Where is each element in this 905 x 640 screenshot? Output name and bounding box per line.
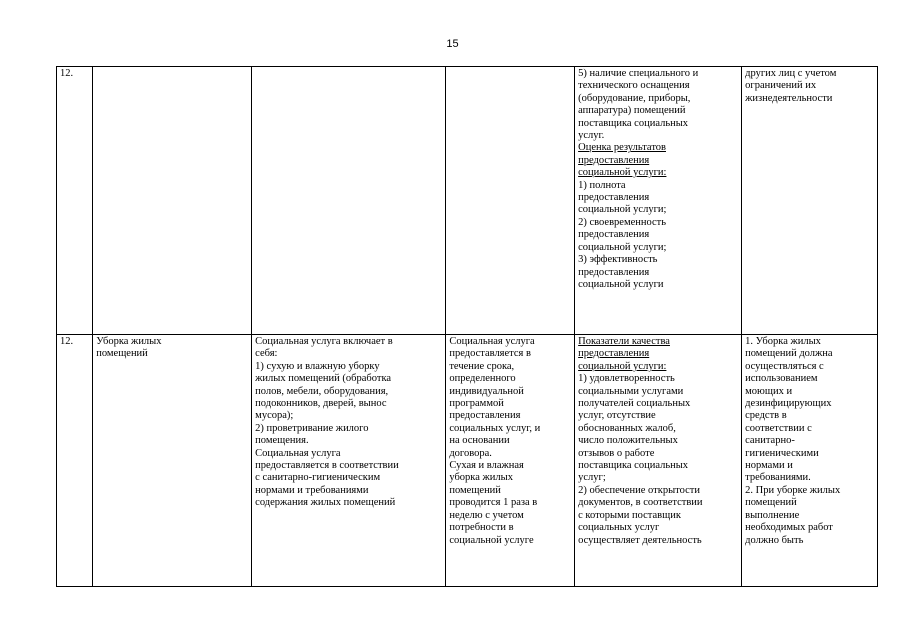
text-line: гигиеническими (745, 447, 819, 459)
text-line: использованием (745, 373, 818, 385)
page-number: 15 (446, 38, 459, 50)
text-line: Социальная услуга включает в (255, 336, 393, 347)
text-line: помещения. (255, 435, 309, 447)
text-line: помещений должна (745, 348, 833, 360)
text-line: предоставляется в (449, 348, 531, 360)
service-name-line: помещений (96, 348, 148, 360)
cell-service-name (93, 67, 252, 335)
text-line: ограничений их (745, 80, 817, 92)
text-line: предоставления (578, 266, 650, 278)
text-line: средств в (745, 410, 787, 422)
text-line: себя: (255, 348, 278, 360)
cell-number: 12. (57, 67, 93, 335)
text-line: 2) проветривание жилого (255, 422, 369, 434)
text-line: предоставляется в соответствии (255, 460, 399, 472)
text-line: социальной услуги; (578, 241, 667, 253)
text-line: договора. (449, 447, 492, 459)
service-name-line: Уборка жилых (96, 336, 162, 347)
text-line: 2) обеспечение открытости (578, 484, 700, 496)
quality-heading: предоставления (578, 348, 650, 360)
text-line: соответствии с (745, 422, 812, 434)
text-line: нормами и (745, 460, 793, 472)
table-row-cleaning (57, 335, 878, 587)
text-line: 2) своевременность (578, 216, 667, 228)
text-line: содержания жилых помещений (255, 497, 396, 509)
text-line: других лиц с учетом (745, 68, 837, 79)
text-line: санитарно- (745, 435, 795, 447)
text-line: услуг; (578, 472, 606, 484)
evaluation-heading: предоставления (578, 154, 650, 166)
cell-conditions (742, 335, 878, 587)
text-line: выполнение (745, 509, 800, 521)
text-line: требованиями. (745, 472, 811, 484)
text-line: потребности в (449, 522, 514, 534)
text-line: на основании (449, 435, 510, 447)
text-line: с санитарно-гигиеническим (255, 472, 381, 484)
text-line: необходимых работ (745, 522, 833, 534)
text-line: подоконников, дверей, вынос (255, 398, 387, 410)
text-line: социальных услуг, и (449, 422, 541, 434)
text-line: жилых помещений (обработка (255, 373, 392, 385)
text-line: определенного (449, 373, 516, 385)
text-line: аппаратура) помещений (578, 105, 686, 117)
cell-service-content (252, 67, 446, 335)
text-line: нормами и требованиями (255, 484, 369, 496)
text-line: мусора); (255, 410, 294, 422)
text-line: социальной услуги; (578, 204, 667, 216)
text-line: социальными услугами (578, 385, 684, 397)
cell-quality-indicators (575, 67, 742, 335)
text-line: 1) полнота (578, 179, 626, 191)
evaluation-heading: Оценка результатов (578, 142, 666, 154)
text-line: социальных услуг (578, 522, 660, 534)
text-line: жизнедеятельности (745, 92, 833, 104)
text-line: индивидуальной (449, 385, 524, 397)
text-line: отзывов о работе (578, 447, 655, 459)
text-line: число положительных (578, 435, 678, 447)
text-line: дезинфицирующих (745, 398, 832, 410)
text-line: документов, в соответствии (578, 497, 703, 509)
text-line: 1) сухую и влажную уборку (255, 360, 380, 372)
text-line: (оборудование, приборы, (578, 92, 691, 104)
text-line: проводится 1 раза в (449, 497, 538, 509)
text-line: поставщика социальных (578, 460, 689, 472)
text-line: моющих и (745, 385, 793, 397)
text-line: предоставления (578, 192, 650, 204)
cell-number: 12. (57, 335, 93, 587)
text-line: 5) наличие специального и (578, 68, 699, 79)
text-line: неделю с учетом (449, 509, 524, 521)
cell-quality-indicators (575, 335, 742, 587)
text-line: поставщика социальных (578, 117, 689, 129)
table-row-continued (57, 67, 878, 335)
text-line: с которыми поставщик (578, 509, 681, 521)
cell-service-timing (446, 335, 575, 587)
text-line: должно быть (745, 534, 804, 546)
text-line: помещений (745, 497, 797, 509)
text-line: услуг, отсутствие (578, 410, 656, 422)
text-line: 3) эффективность (578, 254, 658, 266)
text-line: осуществляет деятельность (578, 534, 702, 546)
cell-service-content (252, 335, 446, 587)
text-line: помещений (449, 484, 501, 496)
text-line: услуг. (578, 130, 605, 142)
cell-conditions (742, 67, 878, 335)
text-line: программой (449, 398, 504, 410)
text-line: Социальная услуга (449, 336, 535, 347)
text-line: 1. Уборка жилых (745, 336, 821, 347)
quality-heading: социальной услуги: (578, 360, 667, 372)
text-line: социальной услуги (578, 278, 664, 290)
text-line: предоставления (449, 410, 521, 422)
services-table (56, 66, 878, 587)
evaluation-heading: социальной услуги: (578, 167, 667, 179)
text-line: 2. При уборке жилых (745, 484, 841, 496)
text-line: предоставления (578, 229, 650, 241)
text-line: Социальная услуга (255, 447, 341, 459)
cell-service-timing (446, 67, 575, 335)
text-line: полов, мебели, оборудования, (255, 385, 389, 397)
quality-heading: Показатели качества (578, 336, 670, 347)
text-line: уборка жилых (449, 472, 513, 484)
text-line: социальной услуге (449, 534, 534, 546)
text-line: осуществляться с (745, 360, 824, 372)
text-line: технического оснащения (578, 80, 690, 92)
text-line: течение срока, (449, 360, 515, 372)
text-line: 1) удовлетворенность (578, 373, 675, 385)
text-line: обоснованных жалоб, (578, 422, 676, 434)
cell-service-name (93, 335, 252, 587)
text-line: получателей социальных (578, 398, 691, 410)
text-line: Сухая и влажная (449, 460, 524, 472)
